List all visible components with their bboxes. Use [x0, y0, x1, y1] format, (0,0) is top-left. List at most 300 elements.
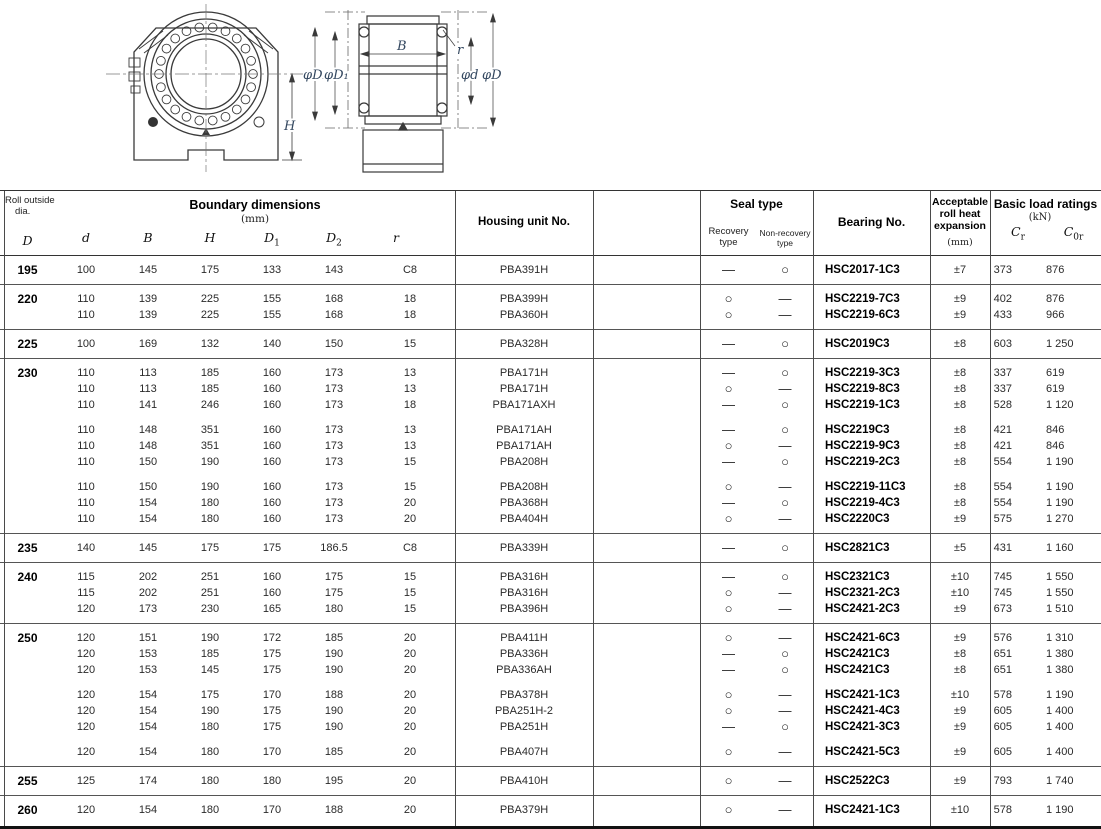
- col-D: [0, 687, 55, 703]
- col-seal-recovery: ○: [724, 744, 733, 759]
- col-c0r: 846: [1046, 440, 1065, 452]
- col-housing-unit: PBA171AH: [496, 424, 552, 436]
- roll-dia-group: [0, 329, 1101, 358]
- col-housing-unit: PBA339H: [499, 542, 549, 554]
- col-seal-non-recovery: —: [778, 773, 792, 788]
- col-c0r: 1 120: [1046, 399, 1074, 411]
- recovery-type-header: Recovery type: [708, 226, 749, 249]
- col-H: 251: [200, 587, 220, 599]
- col-d: 110: [77, 497, 95, 509]
- col-bearing-no: HSC2019C3: [825, 338, 890, 350]
- col-seal-recovery: —: [722, 422, 735, 437]
- col-bearing-no: HSC2219-8C3: [825, 383, 900, 395]
- col-seal-recovery: —: [722, 540, 735, 555]
- col-bearing-no: HSC2219-7C3: [825, 293, 900, 305]
- col-H: 180: [200, 804, 220, 816]
- col-spacer: [593, 479, 700, 495]
- col-d: 110: [77, 383, 95, 395]
- col-B: 153: [138, 664, 158, 676]
- table-row: [0, 262, 1101, 278]
- col-seal-non-recovery: —: [778, 630, 792, 645]
- table-row: [0, 438, 1101, 454]
- col-D1: 175: [262, 721, 282, 733]
- col-cr: 605: [993, 705, 1012, 717]
- col-D2: 173: [324, 424, 344, 436]
- col-B: 145: [138, 264, 158, 276]
- col-cr: 528: [993, 399, 1012, 411]
- col-D1: 160: [262, 571, 282, 583]
- col-c0r: 1 400: [1046, 705, 1074, 717]
- col-seal-non-recovery: ○: [781, 262, 789, 277]
- col-d: 120: [76, 689, 96, 701]
- col-d: 140: [76, 542, 96, 554]
- col-spacer: [593, 630, 700, 646]
- col-seal-non-recovery: ○: [781, 365, 789, 380]
- col-D1: 160: [262, 399, 282, 411]
- col-cr: 575: [993, 513, 1012, 525]
- col-D1: 160: [262, 367, 282, 379]
- col-D1: 155: [262, 293, 282, 305]
- col-d: 100: [76, 264, 96, 276]
- col-heat-expansion: ±8: [953, 481, 967, 493]
- col-seal-non-recovery: —: [778, 438, 792, 453]
- col-B: 202: [138, 571, 158, 583]
- col-B: 173: [138, 603, 158, 615]
- col-bearing-no: HSC2421C3: [825, 664, 890, 676]
- col-D2: 173: [324, 497, 344, 509]
- col-D1: 170: [262, 689, 282, 701]
- col-D1: 165: [262, 603, 282, 615]
- h-dimension-line: [282, 74, 302, 160]
- col-H: 190: [200, 705, 220, 717]
- col-r: 20: [403, 648, 417, 660]
- col-D: 255: [17, 774, 38, 788]
- col-housing-unit: PBA396H: [499, 603, 549, 615]
- col-seal-non-recovery: —: [778, 291, 792, 306]
- col-c0r: 1 310: [1046, 632, 1074, 644]
- col-D1: 160: [262, 481, 282, 493]
- col-D2: 173: [324, 440, 344, 452]
- col-cr: 578: [993, 689, 1012, 701]
- col-spacer: [593, 336, 700, 352]
- col-H: 180: [200, 721, 220, 733]
- col-D2: 175: [324, 571, 344, 583]
- table-row: [0, 646, 1101, 662]
- col-D: [0, 479, 55, 495]
- col-spacer: [593, 397, 700, 413]
- col-seal-recovery: —: [722, 365, 735, 380]
- col-heat-expansion: ±8: [953, 440, 967, 452]
- col-housing-unit: PBA368H: [499, 497, 549, 509]
- col-housing-unit: PBA208H: [499, 481, 549, 493]
- col-r: 13: [403, 383, 417, 395]
- col-seal-recovery: ○: [724, 291, 733, 306]
- col-seal-non-recovery: ○: [781, 397, 789, 412]
- col-housing-unit: PBA404H: [499, 513, 549, 525]
- table-row: [0, 479, 1101, 495]
- col-housing-unit: PBA171AXH: [492, 399, 556, 411]
- col-header-D: D: [22, 232, 33, 248]
- col-heat-expansion: ±9: [953, 309, 967, 321]
- col-d: 110: [77, 513, 95, 525]
- col-seal-non-recovery: ○: [781, 495, 789, 510]
- col-H: 351: [200, 440, 220, 452]
- col-bearing-no: HSC2220C3: [825, 513, 890, 525]
- bearing-section-view-diagram: [303, 2, 508, 188]
- col-bearing-no: HSC2421-6C3: [825, 632, 900, 644]
- col-seal-non-recovery: —: [778, 307, 792, 322]
- dim-label-d: φd: [461, 68, 479, 83]
- col-heat-expansion: ±8: [953, 497, 967, 509]
- col-housing-unit: PBA379H: [499, 804, 549, 816]
- col-D: [0, 662, 55, 678]
- col-seal-recovery: ○: [724, 802, 733, 817]
- col-r: 13: [403, 424, 417, 436]
- col-spacer: [593, 291, 700, 307]
- bearing-spec-table: [0, 190, 1101, 829]
- col-seal-non-recovery: —: [778, 703, 792, 718]
- col-D1: 160: [262, 497, 282, 509]
- col-r: 15: [403, 571, 417, 583]
- col-seal-non-recovery: —: [778, 687, 792, 702]
- col-cr: 421: [993, 424, 1012, 436]
- col-c0r: 1 190: [1046, 804, 1074, 816]
- col-D: [0, 422, 55, 438]
- table-row: [0, 307, 1101, 323]
- col-B: 154: [138, 746, 158, 758]
- col-B: 141: [138, 399, 158, 411]
- col-seal-non-recovery: —: [778, 511, 792, 526]
- col-seal-non-recovery: ○: [781, 454, 789, 469]
- col-cr: 603: [993, 338, 1012, 350]
- col-H: 185: [200, 648, 220, 660]
- col-D1: 175: [262, 705, 282, 717]
- col-D2: 190: [324, 721, 344, 733]
- col-spacer: [593, 585, 700, 601]
- col-bearing-no: HSC2522C3: [825, 775, 890, 787]
- table-row: [0, 495, 1101, 511]
- col-D2: 175: [324, 587, 344, 599]
- col-housing-unit: PBA378H: [499, 689, 549, 701]
- col-d: 110: [77, 424, 95, 436]
- col-housing-unit: PBA336H: [499, 648, 549, 660]
- col-B: 113: [139, 367, 157, 379]
- col-seal-recovery: —: [722, 646, 735, 661]
- table-row: [0, 381, 1101, 397]
- col-D1: 140: [262, 338, 282, 350]
- row-subgroup: [0, 744, 1101, 760]
- roll-dia-group: [0, 256, 1101, 284]
- col-heat-expansion: ±9: [953, 603, 967, 615]
- col-cr: 337: [993, 383, 1012, 395]
- col-B: 148: [138, 440, 158, 452]
- col-r: 20: [403, 689, 417, 701]
- row-subgroup: [0, 540, 1101, 556]
- col-seal-non-recovery: ○: [781, 719, 789, 734]
- col-spacer: [593, 511, 700, 527]
- col-spacer: [593, 662, 700, 678]
- col-D2: 190: [324, 705, 344, 717]
- col-cr: 745: [993, 571, 1012, 583]
- col-d: 100: [76, 338, 96, 350]
- col-H: 180: [200, 775, 220, 787]
- col-bearing-no: HSC2421-5C3: [825, 746, 900, 758]
- col-d: 115: [77, 571, 95, 583]
- col-bearing-no: HSC2219-11C3: [825, 481, 906, 493]
- col-spacer: [593, 540, 700, 556]
- col-header-r: r: [393, 229, 399, 245]
- col-d: 110: [77, 399, 95, 411]
- col-H: 246: [200, 399, 220, 411]
- col-seal-non-recovery: —: [778, 802, 792, 817]
- row-subgroup: [0, 569, 1101, 617]
- boundary-dimensions-header: Boundary dimensions: [189, 198, 321, 212]
- col-header-c0r: $C_{0r}$: [1063, 223, 1084, 242]
- dim-label-D: φD: [482, 68, 502, 83]
- col-spacer: [593, 454, 700, 470]
- col-seal-non-recovery: ○: [781, 540, 789, 555]
- table-row: [0, 687, 1101, 703]
- col-B: 154: [138, 721, 158, 733]
- roll-dia-group: [0, 533, 1101, 562]
- col-d: 120: [76, 804, 96, 816]
- col-seal-non-recovery: —: [778, 479, 792, 494]
- col-r: 18: [403, 399, 417, 411]
- col-c0r: 1 190: [1046, 456, 1074, 468]
- col-seal-recovery: ○: [724, 687, 733, 702]
- col-housing-unit: PBA251H-2: [494, 705, 554, 717]
- col-B: 154: [138, 804, 158, 816]
- col-cr: 373: [993, 264, 1012, 276]
- col-c0r: 1 400: [1046, 746, 1074, 758]
- dim-label-H: H: [284, 119, 296, 134]
- column-rule: [813, 191, 814, 826]
- table-row: [0, 744, 1101, 760]
- figures-area: [0, 0, 1101, 190]
- col-c0r: 1 160: [1046, 542, 1074, 554]
- col-spacer: [593, 601, 700, 617]
- col-D: 235: [17, 541, 38, 555]
- col-D: [0, 438, 55, 454]
- col-heat-expansion: ±9: [953, 705, 967, 717]
- col-d: 120: [76, 721, 96, 733]
- col-r: 15: [403, 456, 417, 468]
- col-B: 150: [138, 456, 158, 468]
- table-row: [0, 454, 1101, 470]
- col-bearing-no: HSC2219-3C3: [825, 367, 900, 379]
- col-spacer: [593, 307, 700, 323]
- col-spacer: [593, 719, 700, 735]
- col-H: 230: [200, 603, 220, 615]
- col-c0r: 1 190: [1046, 689, 1074, 701]
- col-seal-recovery: ○: [724, 601, 733, 616]
- col-H: 180: [200, 513, 220, 525]
- col-r: 15: [403, 481, 417, 493]
- col-c0r: 1 550: [1046, 571, 1074, 583]
- seal-type-header: Seal type: [730, 197, 783, 211]
- col-D: [0, 601, 55, 617]
- col-D2: 195: [324, 775, 344, 787]
- col-D1: 180: [262, 775, 282, 787]
- table-body: [0, 256, 1101, 824]
- basic-load-ratings-header: Basic load ratings: [993, 197, 1098, 211]
- col-d: 110: [77, 440, 95, 452]
- col-spacer: [593, 438, 700, 454]
- col-seal-non-recovery: ○: [781, 569, 789, 584]
- col-seal-recovery: ○: [724, 703, 733, 718]
- table-row: [0, 662, 1101, 678]
- col-H: 351: [200, 424, 220, 436]
- heat-expansion-header: Acceptable roll heat expansion: [931, 196, 989, 233]
- col-H: 185: [200, 383, 220, 395]
- table-header: [0, 191, 1101, 256]
- col-D1: 133: [262, 264, 282, 276]
- col-heat-expansion: ±9: [953, 746, 967, 758]
- col-spacer: [593, 744, 700, 760]
- col-c0r: 1 380: [1046, 648, 1074, 660]
- col-cr: 554: [993, 497, 1012, 509]
- col-spacer: [593, 646, 700, 662]
- col-seal-recovery: —: [722, 262, 735, 277]
- col-c0r: 876: [1046, 293, 1065, 305]
- row-subgroup: [0, 802, 1101, 818]
- col-B: 113: [139, 383, 157, 395]
- col-c0r: 846: [1046, 424, 1065, 436]
- column-rule: [455, 191, 456, 826]
- col-cr: 793: [993, 775, 1012, 787]
- roll-dia-group: [0, 358, 1101, 533]
- col-D2: 143: [324, 264, 344, 276]
- col-r: 20: [403, 721, 417, 733]
- col-r: 15: [403, 338, 417, 350]
- col-H: 251: [200, 571, 220, 583]
- col-seal-recovery: ○: [724, 585, 733, 600]
- table-row: [0, 585, 1101, 601]
- col-seal-recovery: ○: [724, 438, 733, 453]
- col-heat-expansion: ±9: [953, 513, 967, 525]
- table-row: [0, 802, 1101, 818]
- col-d: 110: [77, 481, 95, 493]
- col-heat-expansion: ±8: [953, 664, 967, 676]
- col-D1: 155: [262, 309, 282, 321]
- col-D: [0, 397, 55, 413]
- col-r: 18: [403, 293, 417, 305]
- col-heat-expansion: ±10: [950, 689, 970, 701]
- col-r: 15: [403, 603, 417, 615]
- col-bearing-no: HSC2421-4C3: [825, 705, 900, 717]
- col-H: 180: [200, 746, 220, 758]
- col-cr: 554: [993, 481, 1012, 493]
- col-D2: 173: [324, 456, 344, 468]
- col-cr: 431: [993, 542, 1012, 554]
- col-c0r: 1 190: [1046, 497, 1074, 509]
- table-row: [0, 422, 1101, 438]
- col-spacer: [593, 703, 700, 719]
- col-housing-unit: PBA336AH: [496, 664, 552, 676]
- col-r: 20: [403, 775, 417, 787]
- column-rule: [593, 191, 594, 826]
- col-bearing-no: HSC2421-2C3: [825, 603, 900, 615]
- col-c0r: 619: [1046, 367, 1065, 379]
- col-heat-expansion: ±7: [953, 264, 967, 276]
- col-D: [0, 454, 55, 470]
- col-seal-recovery: —: [722, 569, 735, 584]
- col-seal-non-recovery: ○: [781, 646, 789, 661]
- col-bearing-no: HSC2219-1C3: [825, 399, 900, 411]
- roll-outside-dia-header: Roll outside dia.: [5, 195, 55, 217]
- col-D1: 160: [262, 440, 282, 452]
- col-housing-unit: PBA360H: [499, 309, 549, 321]
- col-B: 145: [138, 542, 158, 554]
- col-r: C8: [402, 542, 418, 554]
- col-housing-unit: PBA407H: [499, 746, 549, 758]
- col-H: 175: [200, 264, 220, 276]
- col-D: [0, 495, 55, 511]
- table-row: [0, 703, 1101, 719]
- housing-unit-header: Housing unit No.: [478, 216, 570, 229]
- col-housing-unit: PBA251H: [499, 721, 549, 733]
- col-bearing-no: HSC2421C3: [825, 648, 890, 660]
- row-subgroup: [0, 630, 1101, 678]
- col-c0r: 1 270: [1046, 513, 1074, 525]
- col-cr: 605: [993, 746, 1012, 758]
- col-seal-recovery: —: [722, 719, 735, 734]
- col-d: 125: [76, 775, 96, 787]
- col-B: 148: [138, 424, 158, 436]
- col-heat-expansion: ±9: [953, 775, 967, 787]
- col-housing-unit: PBA171AH: [496, 440, 552, 452]
- col-bearing-no: HSC2219-6C3: [825, 309, 900, 321]
- col-r: 20: [403, 705, 417, 717]
- col-spacer: [593, 381, 700, 397]
- row-subgroup: [0, 773, 1101, 789]
- col-B: 154: [138, 497, 158, 509]
- col-housing-unit: PBA316H: [499, 571, 549, 583]
- col-d: 110: [77, 456, 95, 468]
- column-rule: [930, 191, 931, 826]
- col-B: 150: [138, 481, 158, 493]
- col-D1: 170: [262, 746, 282, 758]
- col-seal-recovery: —: [722, 336, 735, 351]
- col-heat-expansion: ±10: [950, 571, 970, 583]
- col-D2: 150: [324, 338, 344, 350]
- table-row: [0, 569, 1101, 585]
- col-D: 220: [17, 292, 38, 306]
- col-d: 120: [76, 603, 96, 615]
- heat-expansion-unit: (mm): [947, 237, 973, 249]
- col-D2: 185: [324, 746, 344, 758]
- col-H: 180: [200, 497, 220, 509]
- col-seal-recovery: ○: [724, 479, 733, 494]
- boundary-unit: (mm): [240, 213, 270, 225]
- col-bearing-no: HSC2421-1C3: [825, 804, 900, 816]
- col-seal-recovery: ○: [724, 773, 733, 788]
- col-D1: 160: [262, 424, 282, 436]
- table-row: [0, 397, 1101, 413]
- row-subgroup: [0, 687, 1101, 735]
- bearing-front-view-diagram: [106, 2, 306, 188]
- col-header-D2: $D_2$: [326, 229, 342, 248]
- row-subgroup: [0, 479, 1101, 527]
- col-r: 20: [403, 632, 417, 644]
- col-D2: 168: [324, 309, 344, 321]
- col-housing-unit: PBA171H: [499, 383, 549, 395]
- col-bearing-no: HSC2421-1C3: [825, 689, 900, 701]
- col-D: 250: [17, 631, 38, 645]
- col-bearing-no: HSC2219-4C3: [825, 497, 900, 509]
- col-D2: 173: [324, 513, 344, 525]
- col-H: 175: [200, 689, 220, 701]
